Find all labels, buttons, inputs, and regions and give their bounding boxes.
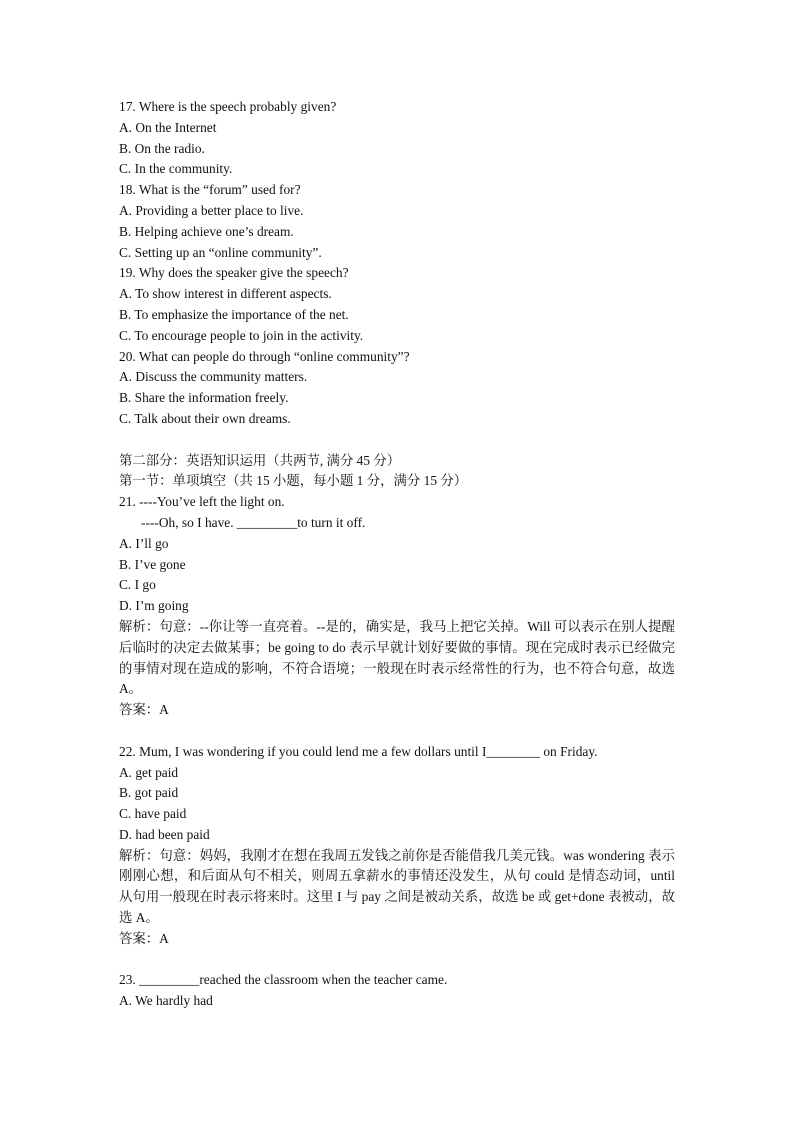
question-17: 17. Where is the speech probably given? — [119, 99, 337, 114]
option-19c: C. To encourage people to join in the activity. — [119, 327, 364, 343]
option-21a: A. I’ll go — [119, 535, 169, 551]
option-18c: C. Setting up an “online community”. — [119, 244, 322, 260]
option-21c: C. I go — [119, 577, 156, 593]
question-21-reply: ----Oh, so I have. _________to turn it off. — [141, 514, 366, 530]
question-21: 21. ----You’ve left the light on. — [119, 494, 285, 510]
answer-22: 答案：A — [119, 930, 169, 946]
option-17b: B. On the radio. — [119, 140, 205, 156]
option-22b: B. got paid — [119, 785, 179, 801]
option-20b: B. Share the information freely. — [119, 390, 289, 406]
question-20: 20. What can people do through “online community”? — [119, 348, 410, 364]
option-19a: A. To show interest in different aspects. — [119, 286, 332, 302]
question-19: 19. Why does the speaker give the speech? — [119, 265, 349, 281]
answer-21: 答案：A — [119, 702, 169, 718]
option-22d: D. had been paid — [119, 826, 210, 842]
option-20c: C. Talk about their own dreams. — [119, 410, 291, 426]
page-content — [119, 97, 675, 1012]
option-21b: B. I’ve gone — [119, 556, 186, 572]
section-heading: 第一节：单项填空（共 15 小题，每小题 1 分，满分 15 分） — [119, 473, 468, 489]
option-23a: A. We hardly had — [119, 993, 213, 1009]
spacer — [119, 721, 675, 742]
question-18: 18. What is the “forum” used for? — [119, 182, 301, 198]
option-20a: A. Discuss the community matters. — [119, 369, 308, 385]
question-22: 22. Mum, I was wondering if you could lend me a few dollars until I________ on Friday. — [119, 743, 598, 759]
explanation-21: 解析：句意：--你让等一直亮着。--是的，确实是，我马上把它关掉。Will 可以表示在别人提醒后临时的决定去做某事；be going to do 表示早就计划好要做的事情。现在完成时表示已经做完的事情对现在造成的影响，不符合语境；一般现在时表示经常性的行为，也不符合句意，故选 A。 — [119, 618, 675, 697]
option-19b: B. To emphasize the importance of the net. — [119, 306, 349, 322]
option-17a: A. On the Internet — [119, 119, 217, 135]
part-heading: 第二部分：英语知识运用（共两节, 满分 45 分） — [119, 452, 401, 468]
option-18a: A. Providing a better place to live. — [119, 202, 304, 218]
option-22c: C. have paid — [119, 806, 187, 822]
spacer — [119, 950, 675, 971]
spacer — [119, 430, 675, 451]
option-17c: C. In the community. — [119, 161, 233, 177]
explanation-22: 解析：句意：妈妈，我刚才在想在我周五发钱之前你是否能借我几美元钱。was wondering 表示刚刚心想，和后面从句不相关，则周五拿薪水的事情还没发生，从句 could 是情态动词，until 从句用一般现在时表示将来时。这里 I 与 pay 之间是被动关系，故选 be 或 get+done 表被动，故选 A。 — [119, 847, 675, 926]
option-22a: A. get paid — [119, 764, 179, 780]
option-18b: B. Helping achieve one’s dream. — [119, 223, 294, 239]
option-21d: D. I’m going — [119, 598, 189, 614]
question-23: 23. _________reached the classroom when the teacher came. — [119, 972, 448, 988]
